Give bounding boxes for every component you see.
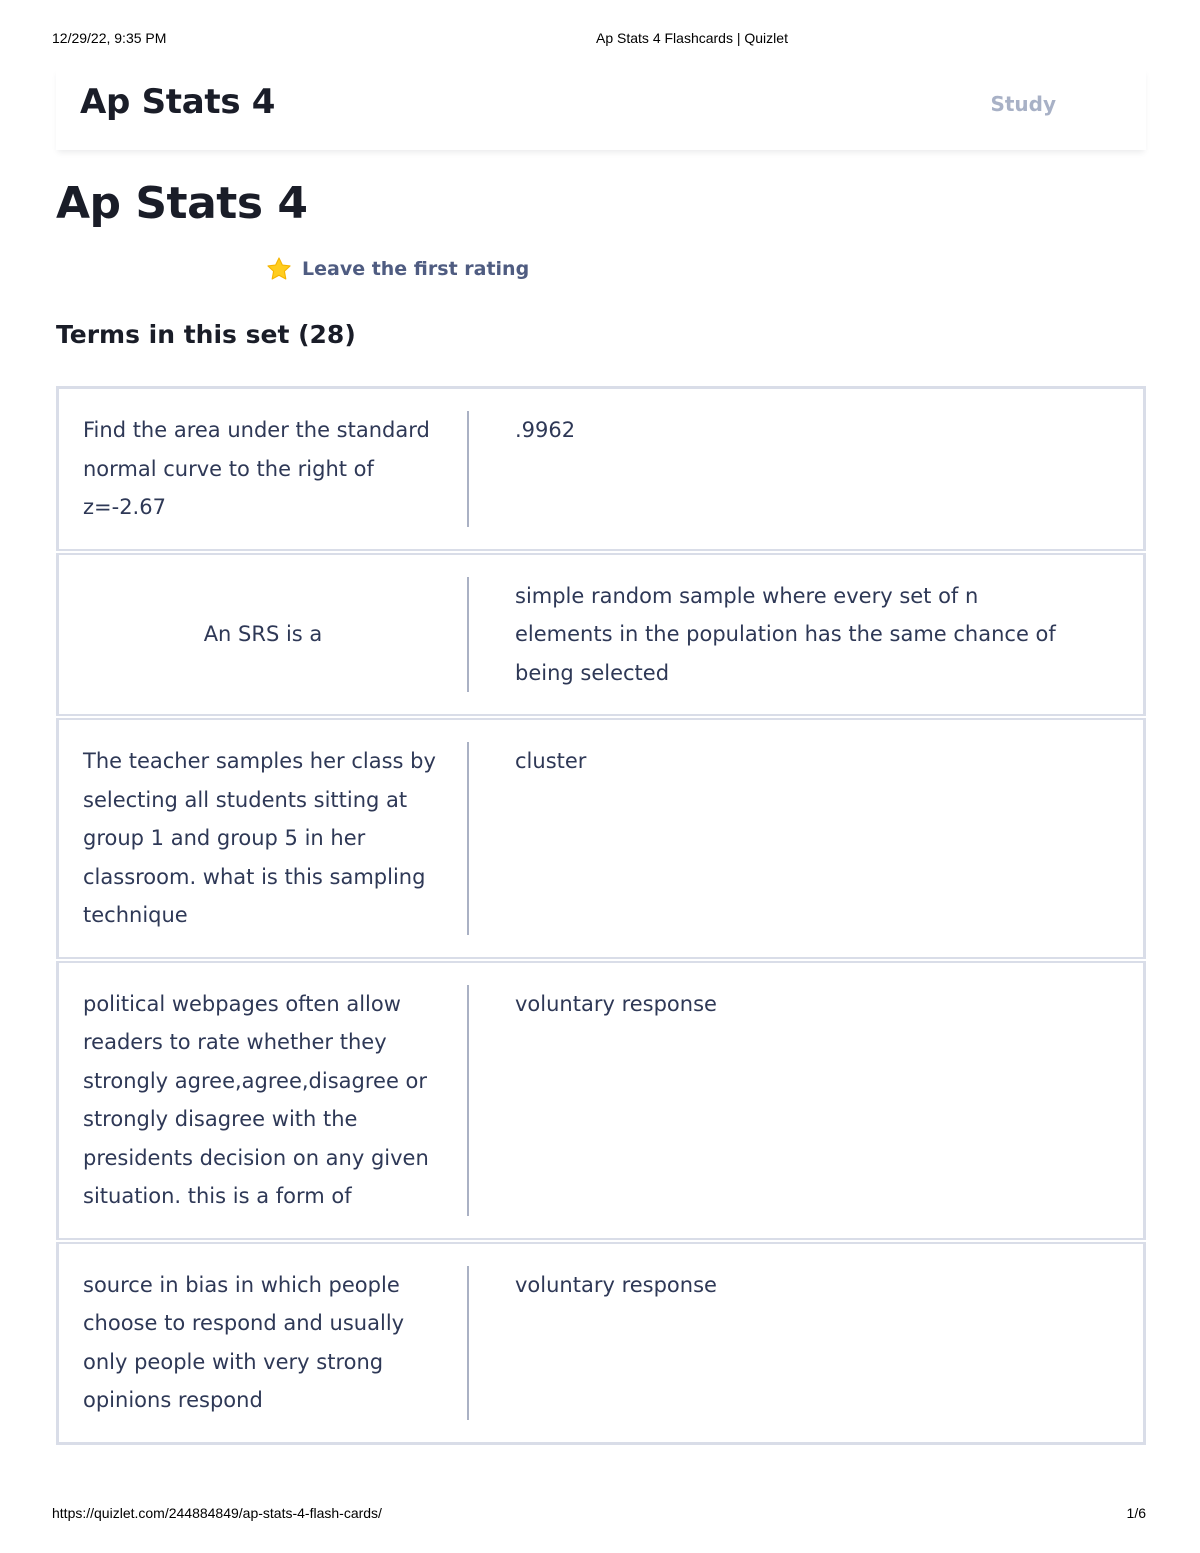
page-title: Ap Stats 4 [56, 178, 308, 229]
definition-text: cluster [515, 749, 587, 773]
star-icon [266, 256, 292, 282]
definition-text: .9962 [515, 418, 576, 442]
term-card[interactable] [56, 553, 1146, 717]
study-button[interactable]: Study [990, 92, 1056, 116]
term-card[interactable] [56, 961, 1146, 1240]
term-card[interactable] [56, 718, 1146, 959]
term-text: The teacher samples her class by selecting all students sitting at group 1 and group 5 in her classroom. what is this sampling technique [59, 742, 469, 935]
set-name: Ap Stats 4 [80, 82, 276, 122]
term-text: Find the area under the standard normal curve to the right of z=-2.67 [59, 411, 469, 527]
print-datetime: 12/29/22, 9:35 PM [52, 30, 167, 46]
set-header-bar [56, 68, 1146, 150]
terms-heading: Terms in this set (28) [56, 320, 356, 349]
term-card[interactable] [56, 1242, 1146, 1445]
rating-label: Leave the first rating [302, 258, 530, 280]
print-header [0, 30, 1200, 50]
print-doc-title: Ap Stats 4 Flashcards | Quizlet [596, 30, 788, 46]
print-footer [0, 1505, 1200, 1525]
definition-text: voluntary response [515, 1272, 717, 1297]
definition-text: simple random sample where every set of n elements in the population has the same chance of being selected [515, 583, 1056, 685]
terms-list [56, 386, 1146, 1445]
definition-text: voluntary response [515, 991, 717, 1016]
print-url: https://quizlet.com/244884849/ap-stats-4-flash-cards/ [52, 1505, 382, 1521]
term-card[interactable] [56, 386, 1146, 551]
term-text: political webpages often allow readers to rate whether they strongly agree,agree,disagree or strongly disagree with the presidents decision on any given situation. this is a form of [59, 985, 469, 1216]
page-number: 1/6 [1126, 1505, 1146, 1521]
term-text: An SRS is a [59, 577, 469, 693]
term-text: source in bias in which people choose to respond and usually only people with very strong opinions respond [59, 1266, 469, 1420]
rating-button[interactable] [266, 256, 529, 282]
